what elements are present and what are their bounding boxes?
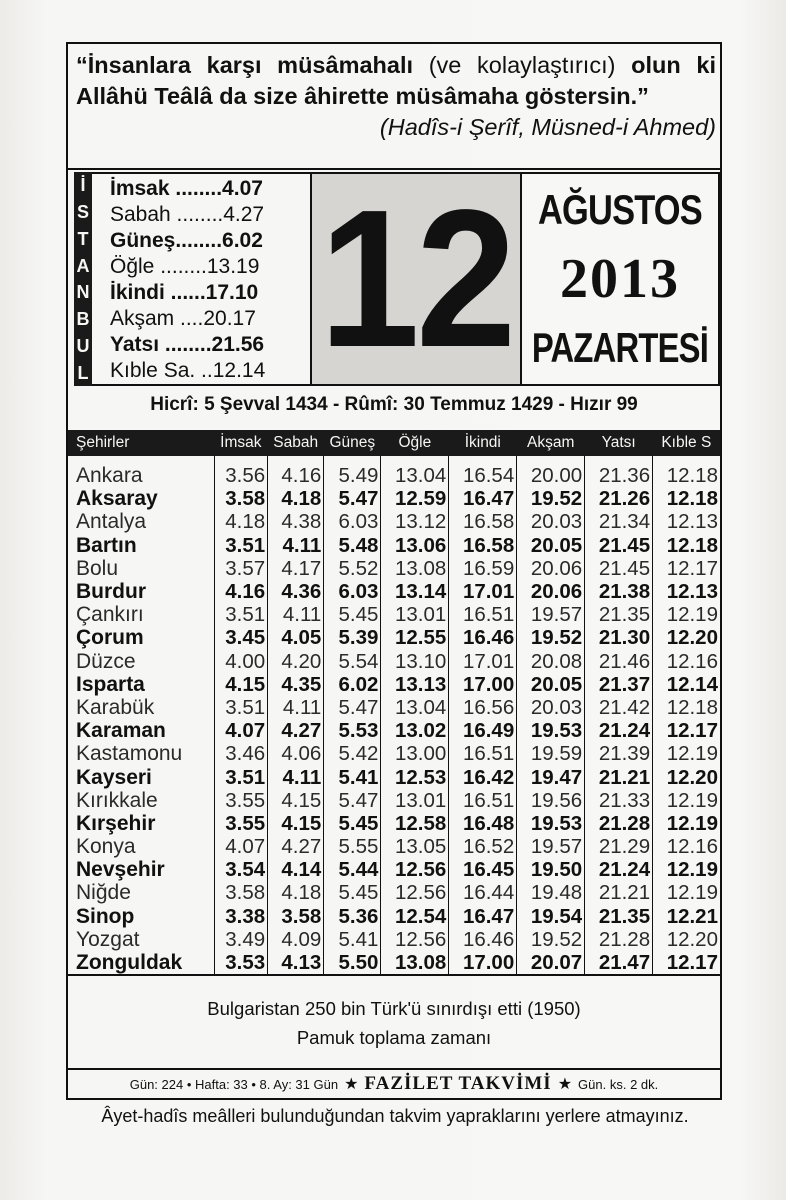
table-row bbox=[68, 673, 720, 696]
table-row bbox=[68, 951, 720, 975]
time-cell: 16.46 bbox=[449, 626, 517, 649]
city-name-cell: Karaman bbox=[76, 719, 166, 743]
time-cell: 12.21 bbox=[653, 905, 720, 928]
table-row bbox=[68, 742, 720, 765]
time-cell: 3.57 bbox=[214, 557, 268, 580]
time-cell: 5.55 bbox=[324, 835, 381, 858]
time-cell: 3.55 bbox=[214, 789, 268, 812]
time-cell: 3.53 bbox=[214, 951, 268, 975]
bottom-warning: Âyet-hadîs meâlleri bulunduğundan takvim yapraklarını yerlere atmayınız. bbox=[101, 1106, 689, 1126]
time-cell: 4.27 bbox=[268, 719, 324, 742]
time-cell: 21.35 bbox=[585, 603, 653, 626]
time-cell: 4.13 bbox=[268, 951, 324, 975]
time-cell: 20.05 bbox=[517, 673, 585, 696]
time-cell: 13.08 bbox=[381, 557, 449, 580]
hijri-rumi-date: Hicrî: 5 Şevval 1434 - Rûmî: 30 Temmuz 1429 - Hızır 99 bbox=[150, 394, 638, 415]
time-cell: 4.18 bbox=[268, 881, 324, 904]
time-cell: 5.47 bbox=[324, 789, 381, 812]
time-cell: 17.00 bbox=[449, 673, 517, 696]
time-cell: 3.46 bbox=[214, 742, 268, 765]
quote-source: (Hadîs-i Şerîf, Müsned-i Ahmed) bbox=[379, 114, 716, 140]
time-cell: 20.08 bbox=[517, 650, 585, 673]
time-cell: 19.53 bbox=[517, 812, 585, 835]
time-cell: 21.33 bbox=[585, 789, 653, 812]
time-cell: 13.04 bbox=[381, 464, 449, 487]
time-cell: 5.54 bbox=[324, 650, 381, 673]
time-cell: 20.06 bbox=[517, 557, 585, 580]
star-icon: ★ bbox=[557, 1076, 573, 1093]
time-cell: 4.07 bbox=[214, 719, 268, 742]
time-cell: 12.19 bbox=[653, 742, 720, 765]
time-cell: 21.24 bbox=[585, 858, 653, 881]
time-cell: 16.51 bbox=[449, 603, 517, 626]
city-name-cell: Yozgat bbox=[76, 927, 140, 951]
calendar-frame bbox=[66, 42, 722, 1100]
table-row bbox=[68, 905, 720, 928]
time-cell: 12.18 bbox=[653, 487, 720, 510]
note-season: Pamuk toplama zamanı bbox=[296, 1027, 492, 1048]
city-name-cell: Konya bbox=[76, 835, 136, 859]
time-cell: 16.46 bbox=[449, 928, 517, 951]
time-cell: 12.13 bbox=[653, 510, 720, 533]
time-cell: 4.11 bbox=[268, 603, 324, 626]
time-cell: 5.45 bbox=[324, 603, 381, 626]
table-row bbox=[68, 696, 720, 719]
time-cell: 19.56 bbox=[517, 789, 585, 812]
city-letter: L bbox=[77, 362, 89, 383]
time-cell: 16.45 bbox=[449, 858, 517, 881]
time-cell: 21.47 bbox=[585, 951, 653, 975]
time-cell: 4.17 bbox=[268, 557, 324, 580]
prayer-time-row: Kıble Sa. ..12.14 bbox=[110, 359, 266, 382]
time-cell: 3.38 bbox=[214, 905, 268, 928]
time-cell: 19.57 bbox=[517, 603, 585, 626]
time-cell: 12.18 bbox=[653, 696, 720, 719]
time-cell: 12.19 bbox=[653, 858, 720, 881]
time-cell: 21.24 bbox=[585, 719, 653, 742]
table-spacer-row bbox=[68, 456, 720, 464]
spacer-cell bbox=[381, 456, 449, 464]
time-cell: 3.58 bbox=[214, 487, 268, 510]
time-cell: 5.42 bbox=[324, 742, 381, 765]
time-cell: 13.10 bbox=[381, 650, 449, 673]
time-cell: 21.29 bbox=[585, 835, 653, 858]
time-cell: 3.55 bbox=[214, 812, 268, 835]
time-cell: 12.19 bbox=[653, 603, 720, 626]
spacer-cell bbox=[268, 456, 324, 464]
city-name-cell: Kırşehir bbox=[76, 811, 156, 835]
day-number-box bbox=[312, 169, 520, 388]
time-cell: 4.20 bbox=[268, 650, 324, 673]
table-row bbox=[68, 858, 720, 881]
time-cell: 16.52 bbox=[449, 835, 517, 858]
table-row bbox=[68, 534, 720, 557]
time-cell: 19.52 bbox=[517, 487, 585, 510]
time-cell: 4.11 bbox=[268, 534, 324, 557]
time-cell: 3.51 bbox=[214, 534, 268, 557]
time-cell: 16.58 bbox=[449, 510, 517, 533]
time-cell: 16.48 bbox=[449, 812, 517, 835]
time-cell: 16.47 bbox=[449, 905, 517, 928]
time-cell: 20.03 bbox=[517, 510, 585, 533]
city-letter: N bbox=[76, 282, 90, 303]
time-cell: 17.01 bbox=[449, 650, 517, 673]
time-cell: 4.15 bbox=[214, 673, 268, 696]
table-row bbox=[68, 928, 720, 951]
footer-day-info: Gün: 224 • Hafta: 33 • 8. Ay: 31 Gün bbox=[129, 1076, 339, 1092]
city-name-cell: Karabük bbox=[76, 695, 155, 719]
city-name-cell: Aksaray bbox=[76, 487, 158, 511]
time-cell: 13.01 bbox=[381, 789, 449, 812]
time-cell: 21.46 bbox=[585, 650, 653, 673]
time-cell: 5.41 bbox=[324, 765, 381, 788]
city-name-cell: Niğde bbox=[76, 881, 131, 905]
time-cell: 21.39 bbox=[585, 742, 653, 765]
quote-text-normal: (ve kolaylaştırıcı) bbox=[428, 52, 616, 78]
time-cell: 21.26 bbox=[585, 487, 653, 510]
spacer-cell bbox=[324, 456, 381, 464]
column-header: İkindi bbox=[449, 430, 517, 456]
time-cell: 4.15 bbox=[268, 812, 324, 835]
prayer-time-row: İmsak ........4.07 bbox=[110, 177, 263, 200]
time-cell: 4.09 bbox=[268, 928, 324, 951]
time-cell: 13.00 bbox=[381, 742, 449, 765]
table-row bbox=[68, 464, 720, 487]
time-cell: 4.14 bbox=[268, 858, 324, 881]
time-cell: 12.19 bbox=[653, 789, 720, 812]
time-cell: 12.53 bbox=[381, 765, 449, 788]
time-cell: 12.13 bbox=[653, 580, 720, 603]
prayer-time-row: Sabah ........4.27 bbox=[110, 203, 265, 226]
time-cell: 21.45 bbox=[585, 557, 653, 580]
city-name-cell: Ankara bbox=[76, 464, 143, 488]
time-cell: 12.17 bbox=[653, 719, 720, 742]
brand-name: FAZİLET TAKVİMİ bbox=[364, 1073, 552, 1094]
day-number: 12 bbox=[319, 169, 513, 388]
city-name-strip bbox=[74, 172, 92, 386]
time-cell: 19.48 bbox=[517, 881, 585, 904]
city-letter: U bbox=[76, 335, 90, 356]
column-header: İmsak bbox=[214, 430, 268, 456]
time-cell: 3.56 bbox=[214, 464, 268, 487]
time-cell: 4.00 bbox=[214, 650, 268, 673]
city-letter: A bbox=[76, 255, 90, 276]
column-header: Yatsı bbox=[585, 430, 653, 456]
time-cell: 12.20 bbox=[653, 765, 720, 788]
city-name-cell: Isparta bbox=[76, 672, 145, 696]
city-name-cell: Çankırı bbox=[76, 603, 144, 627]
time-cell: 4.18 bbox=[214, 510, 268, 533]
time-cell: 21.21 bbox=[585, 765, 653, 788]
hadith-quote bbox=[76, 50, 716, 143]
time-cell: 12.18 bbox=[653, 464, 720, 487]
date-box bbox=[520, 172, 720, 386]
time-cell: 21.45 bbox=[585, 534, 653, 557]
time-cell: 5.47 bbox=[324, 696, 381, 719]
quote-text-bold-2: olun ki Allâhü Teâlâ da size âhirette müsâmaha göstersin.” bbox=[76, 52, 717, 109]
time-cell: 5.36 bbox=[324, 905, 381, 928]
city-name-cell: Çorum bbox=[76, 626, 144, 650]
time-cell: 3.58 bbox=[214, 881, 268, 904]
city-name-cell: Kayseri bbox=[76, 765, 152, 789]
time-cell: 21.35 bbox=[585, 905, 653, 928]
time-cell: 17.00 bbox=[449, 951, 517, 975]
time-cell: 16.58 bbox=[449, 534, 517, 557]
table-row bbox=[68, 603, 720, 626]
city-letter: İ bbox=[80, 175, 86, 196]
table-row bbox=[68, 557, 720, 580]
column-header: Şehirler bbox=[68, 430, 214, 456]
time-cell: 5.49 bbox=[324, 464, 381, 487]
time-cell: 21.30 bbox=[585, 626, 653, 649]
city-name-cell: Kastamonu bbox=[76, 742, 183, 766]
time-cell: 16.47 bbox=[449, 487, 517, 510]
table-row bbox=[68, 789, 720, 812]
time-cell: 21.36 bbox=[585, 464, 653, 487]
time-cell: 13.08 bbox=[381, 951, 449, 975]
time-cell: 16.51 bbox=[449, 742, 517, 765]
city-name-cell: Zonguldak bbox=[68, 951, 214, 975]
time-cell: 12.56 bbox=[381, 858, 449, 881]
time-cell: 16.49 bbox=[449, 719, 517, 742]
city-name-cell: Antalya bbox=[76, 510, 147, 534]
table-row bbox=[68, 812, 720, 835]
time-cell: 4.36 bbox=[268, 580, 324, 603]
time-cell: 21.28 bbox=[585, 928, 653, 951]
time-cell: 16.54 bbox=[449, 464, 517, 487]
time-cell: 21.28 bbox=[585, 812, 653, 835]
time-cell: 12.17 bbox=[653, 557, 720, 580]
city-name-cell: Burdur bbox=[76, 580, 146, 604]
time-cell: 3.49 bbox=[214, 928, 268, 951]
time-cell: 20.07 bbox=[517, 951, 585, 975]
city-prayer-table bbox=[68, 430, 720, 976]
time-cell: 5.44 bbox=[324, 858, 381, 881]
star-icon: ★ bbox=[344, 1076, 359, 1093]
time-cell: 12.16 bbox=[653, 650, 720, 673]
time-cell: 3.51 bbox=[214, 765, 268, 788]
time-cell: 5.48 bbox=[324, 534, 381, 557]
time-cell: 12.17 bbox=[653, 951, 720, 975]
time-cell: 12.58 bbox=[381, 812, 449, 835]
time-cell: 3.54 bbox=[214, 858, 268, 881]
prayer-time-row: Güneş........6.02 bbox=[110, 229, 263, 252]
footer-bar bbox=[68, 1068, 720, 1098]
time-cell: 21.37 bbox=[585, 673, 653, 696]
city-name-cell: Kırıkkale bbox=[76, 788, 158, 812]
prayer-time-row: İkindi ......17.10 bbox=[110, 281, 259, 304]
spacer-cell bbox=[653, 456, 720, 464]
time-cell: 4.11 bbox=[268, 696, 324, 719]
time-cell: 17.01 bbox=[449, 580, 517, 603]
time-cell: 4.38 bbox=[268, 510, 324, 533]
time-cell: 5.50 bbox=[324, 951, 381, 975]
time-cell: 13.14 bbox=[381, 580, 449, 603]
time-cell: 3.45 bbox=[214, 626, 268, 649]
column-header: Kıble S bbox=[653, 430, 720, 456]
city-name-cell: Düzce bbox=[76, 649, 136, 673]
time-cell: 4.16 bbox=[214, 580, 268, 603]
city-letter: B bbox=[76, 309, 90, 330]
time-cell: 21.38 bbox=[585, 580, 653, 603]
time-cell: 5.47 bbox=[324, 487, 381, 510]
time-cell: 12.19 bbox=[653, 881, 720, 904]
time-cell: 4.15 bbox=[268, 789, 324, 812]
day-notes bbox=[68, 994, 720, 1052]
time-cell: 19.57 bbox=[517, 835, 585, 858]
time-cell: 12.19 bbox=[653, 812, 720, 835]
time-cell: 5.52 bbox=[324, 557, 381, 580]
time-cell: 20.03 bbox=[517, 696, 585, 719]
prayer-time-row: Öğle ........13.19 bbox=[110, 255, 260, 278]
time-cell: 13.02 bbox=[381, 719, 449, 742]
column-header: Akşam bbox=[517, 430, 585, 456]
time-cell: 13.01 bbox=[381, 603, 449, 626]
city-letter: S bbox=[76, 202, 89, 223]
time-cell: 6.03 bbox=[324, 510, 381, 533]
time-cell: 5.53 bbox=[324, 719, 381, 742]
time-cell: 12.55 bbox=[381, 626, 449, 649]
prayer-time-row: Akşam ....20.17 bbox=[110, 307, 256, 330]
quote-text-bold-1: “İnsanlara karşı müsâmahalı bbox=[76, 52, 414, 78]
time-cell: 16.59 bbox=[449, 557, 517, 580]
time-cell: 5.45 bbox=[324, 812, 381, 835]
time-cell: 20.00 bbox=[517, 464, 585, 487]
time-cell: 12.56 bbox=[381, 928, 449, 951]
time-cell: 12.16 bbox=[653, 835, 720, 858]
table-row bbox=[68, 765, 720, 788]
time-cell: 13.13 bbox=[381, 673, 449, 696]
time-cell: 4.35 bbox=[268, 673, 324, 696]
time-cell: 3.58 bbox=[268, 905, 324, 928]
time-cell: 13.04 bbox=[381, 696, 449, 719]
time-cell: 16.56 bbox=[449, 696, 517, 719]
spacer-cell bbox=[214, 456, 268, 464]
table-row bbox=[68, 650, 720, 673]
time-cell: 19.50 bbox=[517, 858, 585, 881]
time-cell: 4.05 bbox=[268, 626, 324, 649]
table-row bbox=[68, 487, 720, 510]
time-cell: 12.14 bbox=[653, 673, 720, 696]
time-cell: 5.41 bbox=[324, 928, 381, 951]
time-cell: 5.39 bbox=[324, 626, 381, 649]
time-cell: 4.16 bbox=[268, 464, 324, 487]
time-cell: 19.54 bbox=[517, 905, 585, 928]
time-cell: 16.42 bbox=[449, 765, 517, 788]
table-row bbox=[68, 835, 720, 858]
time-cell: 13.12 bbox=[381, 510, 449, 533]
table-header-row bbox=[68, 430, 720, 456]
time-cell: 19.52 bbox=[517, 626, 585, 649]
time-cell: 19.52 bbox=[517, 928, 585, 951]
time-cell: 6.03 bbox=[324, 580, 381, 603]
time-cell: 5.45 bbox=[324, 881, 381, 904]
time-cell: 4.07 bbox=[214, 835, 268, 858]
city-letter: T bbox=[77, 228, 89, 249]
time-cell: 13.06 bbox=[381, 534, 449, 557]
time-cell: 19.47 bbox=[517, 765, 585, 788]
time-cell: 12.54 bbox=[381, 905, 449, 928]
time-cell: 4.18 bbox=[268, 487, 324, 510]
time-cell: 3.51 bbox=[214, 696, 268, 719]
time-cell: 4.06 bbox=[268, 742, 324, 765]
time-cell: 4.27 bbox=[268, 835, 324, 858]
city-name-cell: Sinop bbox=[76, 904, 135, 928]
weekday: PAZARTESİ bbox=[531, 323, 709, 371]
time-cell: 19.53 bbox=[517, 719, 585, 742]
table-row bbox=[68, 881, 720, 904]
time-cell: 12.56 bbox=[381, 881, 449, 904]
time-cell: 12.20 bbox=[653, 928, 720, 951]
spacer-cell bbox=[68, 456, 214, 464]
time-cell: 12.20 bbox=[653, 626, 720, 649]
time-cell: 21.21 bbox=[585, 881, 653, 904]
prayer-time-row: Yatsı ........21.56 bbox=[110, 333, 265, 356]
spacer-cell bbox=[585, 456, 653, 464]
time-cell: 19.59 bbox=[517, 742, 585, 765]
time-cell: 20.06 bbox=[517, 580, 585, 603]
spacer-cell bbox=[449, 456, 517, 464]
time-cell: 16.51 bbox=[449, 789, 517, 812]
table-row bbox=[68, 510, 720, 533]
time-cell: 12.59 bbox=[381, 487, 449, 510]
table-row bbox=[68, 626, 720, 649]
column-header: Öğle bbox=[381, 430, 449, 456]
column-header: Güneş bbox=[324, 430, 381, 456]
city-name-cell: Bartın bbox=[76, 533, 137, 557]
column-header: Sabah bbox=[268, 430, 324, 456]
table-body bbox=[68, 456, 720, 975]
time-cell: 3.51 bbox=[214, 603, 268, 626]
time-cell: 20.05 bbox=[517, 534, 585, 557]
time-cell: 4.11 bbox=[268, 765, 324, 788]
time-cell: 13.05 bbox=[381, 835, 449, 858]
istanbul-prayer-times bbox=[92, 172, 312, 386]
time-cell: 21.42 bbox=[585, 696, 653, 719]
month-name: AĞUSTOS bbox=[538, 186, 702, 234]
year: 2013 bbox=[560, 247, 680, 310]
time-cell: 16.44 bbox=[449, 881, 517, 904]
table-row bbox=[68, 580, 720, 603]
time-cell: 21.34 bbox=[585, 510, 653, 533]
time-cell: 12.18 bbox=[653, 534, 720, 557]
spacer-cell bbox=[517, 456, 585, 464]
city-name-cell: Nevşehir bbox=[76, 858, 165, 882]
table-row bbox=[68, 719, 720, 742]
footer-day-length: Gün. ks. 2 dk. bbox=[578, 1076, 659, 1092]
time-cell: 6.02 bbox=[324, 673, 381, 696]
city-name-cell: Bolu bbox=[76, 556, 119, 580]
note-historical-event: Bulgaristan 250 bin Türk'ü sınırdışı etti (1950) bbox=[207, 998, 581, 1019]
